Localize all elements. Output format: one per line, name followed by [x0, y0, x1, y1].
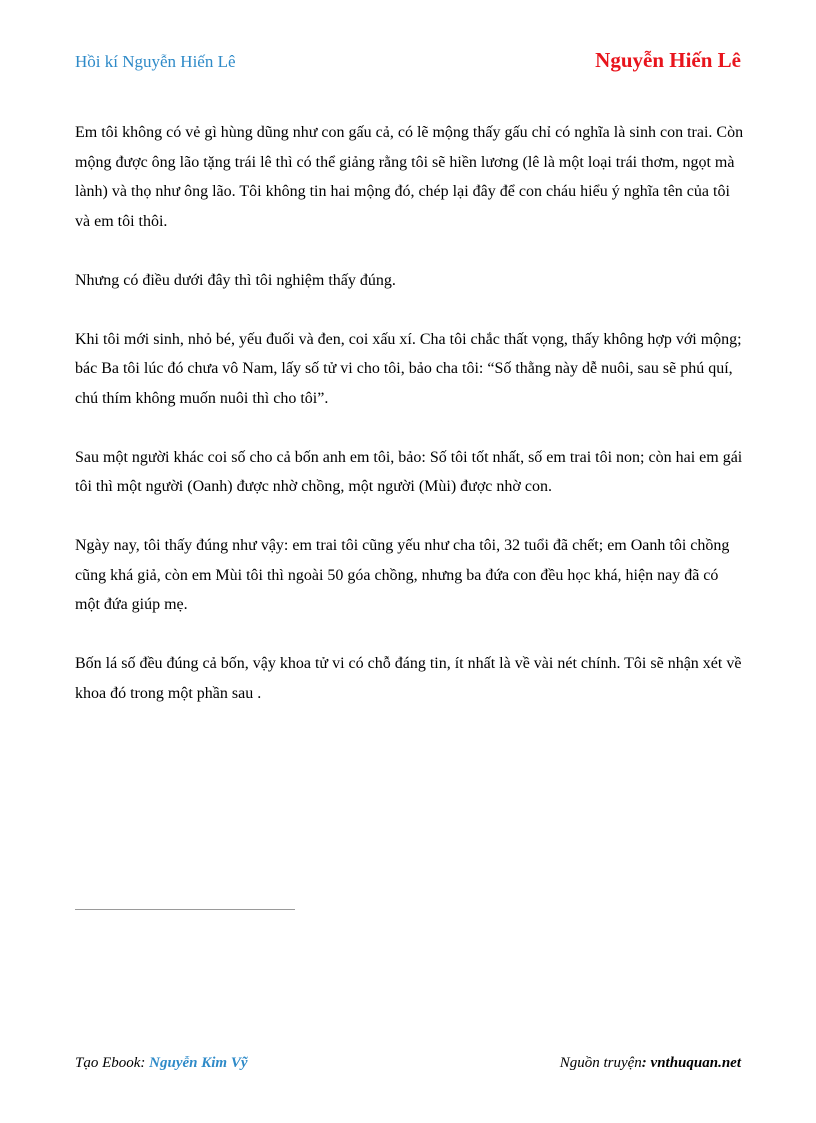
footnote-separator [75, 909, 295, 910]
ebook-credit-label: Tạo Ebook [75, 1055, 141, 1071]
body-text [75, 118, 747, 738]
ebook-credit-separator: : [140, 1055, 150, 1071]
paragraph: Ngày nay, tôi thấy đúng như vậy: em trai tôi cũng yếu như cha tôi, 32 tuổi đã chết; em Oanh tôi chồng cũng khá giả, còn em Mùi tôi thì ngoài 50 góa chồng, nhưng ba đứa con đều học khá, hiện nay đã có một đứa giúp mẹ. [75, 537, 730, 613]
paragraph: Khi tôi mới sinh, nhỏ bé, yếu đuối và đen, coi xấu xí. Cha tôi chắc thất vọng, thấy không hợp với mộng; bác Ba tôi lúc đó chưa vô Nam, lấy số tử vi cho tôi, bảo cha tôi: “Số thằng này dễ nuôi, sau sẽ phú quí, chú thím không muốn nuôi thì cho tôi”. [75, 330, 742, 407]
book-title: Hồi kí Nguyễn Hiến Lê [75, 52, 236, 71]
ebook-credit [75, 1055, 248, 1072]
paragraph: Sau một người khác coi số cho cả bốn anh em tôi, bảo: Số tôi tốt nhất, số em trai tôi non; còn hai em gái tôi thì một người (Oanh) được nhờ chồng, một người (Mùi) được nhờ con. [75, 448, 743, 495]
source-site: vnthuquan.net [650, 1055, 741, 1071]
author-name: Nguyễn Hiến Lê [595, 48, 741, 72]
paragraph: Em tôi không có vẻ gì hùng dũng như con gấu cả, có lẽ mộng thấy gấu chỉ có nghĩa là sinh con trai. Còn mộng được ông lão tặng trái lê thì có thể giảng rằng tôi sẽ hiền lương (lê là một loại trái thơm, ngọt mà lành) và thọ như ông lão. Tôi không tin hai mộng đó, chép lại đây để con cháu hiểu ý nghĩa tên của tôi và em tôi thôi. [75, 124, 744, 230]
ebook-creator-name: Nguyễn Kim Vỹ [149, 1055, 248, 1071]
source-credit-label: Nguồn truyện [559, 1055, 642, 1071]
paragraph: Nhưng có điều dưới đây thì tôi nghiệm thấy đúng. [75, 271, 396, 289]
paragraph: Bốn lá số đều đúng cả bốn, vậy khoa tử vi có chỗ đáng tin, ít nhất là về vài nét chính. Tôi sẽ nhận xét về khoa đó trong một phần sau . [75, 655, 742, 702]
source-credit-separator: : [641, 1055, 651, 1071]
source-credit [560, 1055, 741, 1072]
